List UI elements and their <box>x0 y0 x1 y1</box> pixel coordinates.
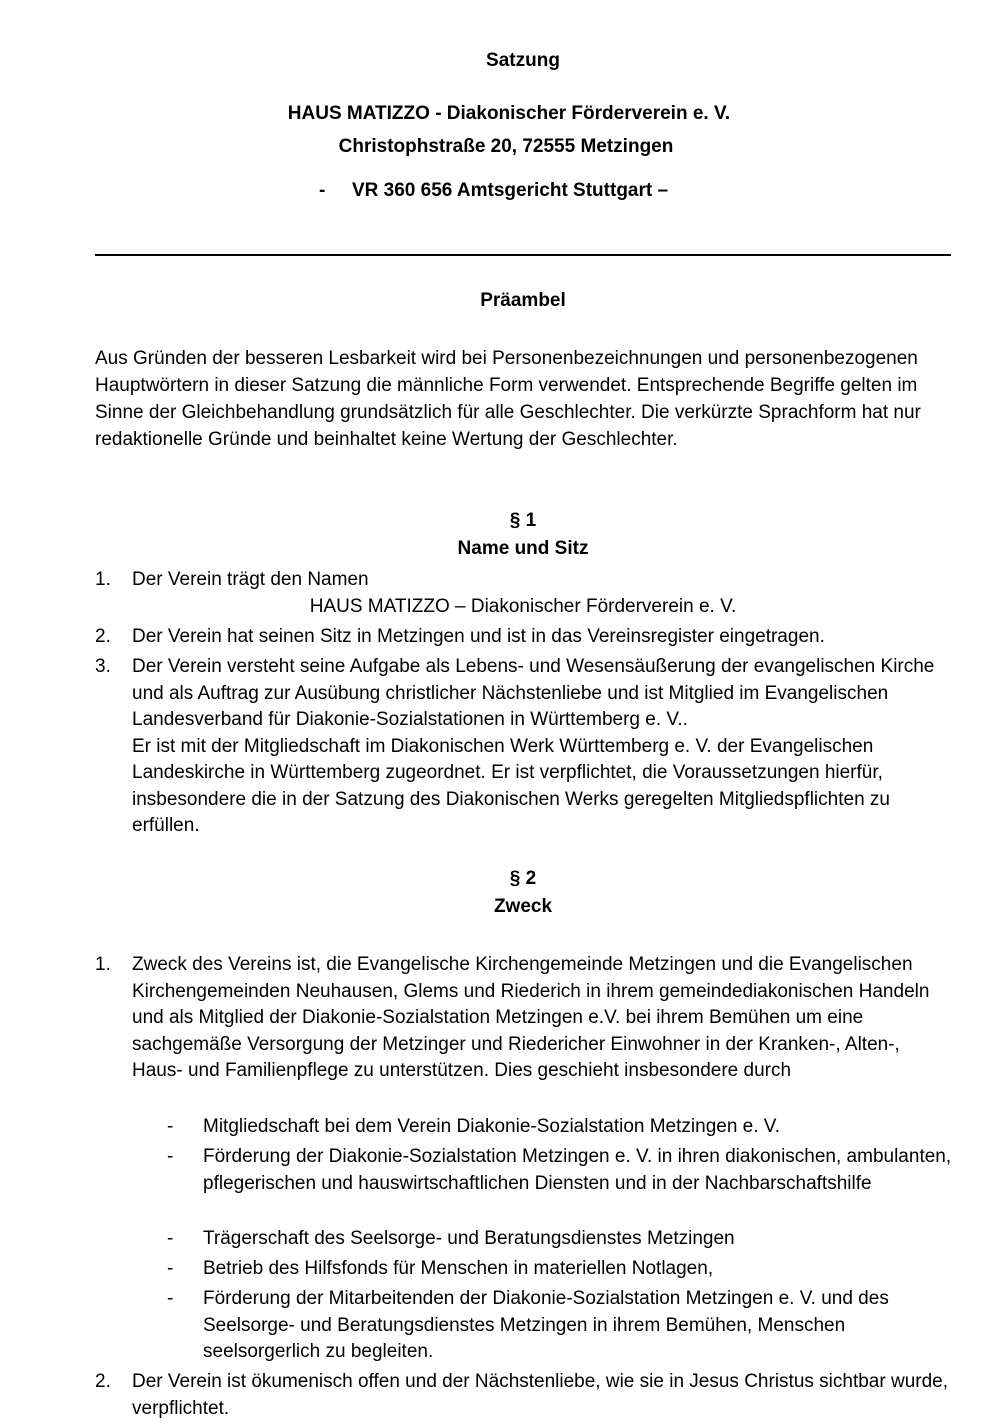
section-1-number: § 1 <box>509 510 537 531</box>
item-text: Der Verein ist ökumenisch offen und der Nächstenliebe, wie sie in Jesus Christus sichtbar wurde, verpflichtet. <box>132 1371 948 1419</box>
preamble-text: Aus Gründen der besseren Lesbarkeit wird bei Personenbezeichnungen und personenbezogenen Hauptwörtern in dieser Satzung die männliche Form verwendet. Entsprechende Begriffe gelten im Sinne der Gleichbehandlung grundsätzlich für alle Geschlechter. Die verkürzte Sprachform hat nur redaktionelle Gründe und beinhaltet keine Wertung der Geschlechter. <box>95 348 921 450</box>
bullet-dash: - <box>167 1228 174 1249</box>
purpose-bullet <box>167 1144 957 1197</box>
document-title: Satzung <box>486 50 560 71</box>
section-2-title: Zweck <box>493 896 553 917</box>
organization-name: HAUS MATIZZO - Diakonischer Förderverein e. V. <box>287 103 731 124</box>
item-number: 1. <box>95 569 111 590</box>
item-text: Der Verein trägt den Namen <box>132 569 369 590</box>
purpose-bullet <box>167 1114 957 1141</box>
section-2-item-1 <box>95 952 955 1085</box>
horizontal-rule <box>95 254 951 256</box>
purpose-bullet <box>167 1256 957 1283</box>
register-dash: - <box>319 180 326 201</box>
bullet-dash: - <box>167 1146 174 1167</box>
section-1-title: Name und Sitz <box>457 538 589 559</box>
item-text: Zweck des Vereins ist, die Evangelische Kirchengemeinde Metzingen und die Evangelischen Kirchengemeinden Neuhausen, Glems und Riederich in ihrem gemeindediakonischen Handeln und als Mitglied der Diakonie-Sozialstation Metzingen e.V. bei ihrem Bemühen um eine sachgemäße Versorgung der Metzinger und Riedericher Einwohner in der Kranken-, Alten-, Haus- und Familienpflege zu unterstützen. Dies geschieht insbesondere durch <box>132 954 930 1081</box>
item-number: 3. <box>95 656 111 677</box>
section-1-item-1 <box>95 567 955 594</box>
item-number: 1. <box>95 954 111 975</box>
association-name-line: HAUS MATIZZO – Diakonischer Förderverein e. V. <box>309 596 737 617</box>
organization-address: Christophstraße 20, 72555 Metzingen <box>338 136 674 157</box>
bullet-text: Förderung der Mitarbeitenden der Diakonie-Sozialstation Metzingen e. V. und des Seelsorge- und Beratungsdienstes Metzingen in ihrem Bemühen, Menschen seelsorgerlich zu begleiten. <box>203 1288 889 1362</box>
preamble-heading: Präambel <box>480 290 566 311</box>
item-text-continued: Er ist mit der Mitgliedschaft im Diakonischen Werk Württemberg e. V. der Evangelischen Landeskirche in Württemberg zugeordnet. Er ist verpflichtet, die Voraussetzungen hierfür, insbesondere die in der Satzung des Diakonischen Werks geregelten Mitgliedspflichten zu erfüllen. <box>132 735 890 836</box>
section-2-item-2 <box>95 1369 955 1422</box>
bullet-text: Mitgliedschaft bei dem Verein Diakonie-Sozialstation Metzingen e. V. <box>203 1116 781 1137</box>
item-text: Der Verein hat seinen Sitz in Metzingen und ist in das Vereinsregister eingetragen. <box>132 626 825 647</box>
purpose-bullet <box>167 1226 957 1253</box>
bullet-dash: - <box>167 1258 174 1279</box>
section-1-item-3 <box>95 654 955 840</box>
section-2-number: § 2 <box>509 868 537 889</box>
bullet-text: Trägerschaft des Seelsorge- und Beratungsdienstes Metzingen <box>203 1228 735 1249</box>
bullet-dash: - <box>167 1288 174 1309</box>
item-number: 2. <box>95 1371 111 1392</box>
bullet-text: Betrieb des Hilfsfonds für Menschen in materiellen Notlagen, <box>203 1258 714 1279</box>
purpose-bullet <box>167 1286 957 1366</box>
section-1-item-2 <box>95 624 955 651</box>
register-number: VR 360 656 Amtsgericht Stuttgart – <box>352 180 669 201</box>
register-line <box>319 180 668 202</box>
bullet-dash: - <box>167 1116 174 1137</box>
item-text: Der Verein versteht seine Aufgabe als Lebens- und Wesensäußerung der evangelischen Kirche und als Auftrag zur Ausübung christlicher Nächstenliebe und ist Mitglied im Evangelischen Landesverband für Diakonie-Sozialstationen in Württemberg e. V.. <box>132 656 935 730</box>
item-number: 2. <box>95 626 111 647</box>
bullet-text: Förderung der Diakonie-Sozialstation Metzingen e. V. in ihren diakonischen, ambulanten, pflegerischen und hauswirtschaftlichen Diensten und in der Nachbarschaftshilfe <box>203 1146 952 1194</box>
